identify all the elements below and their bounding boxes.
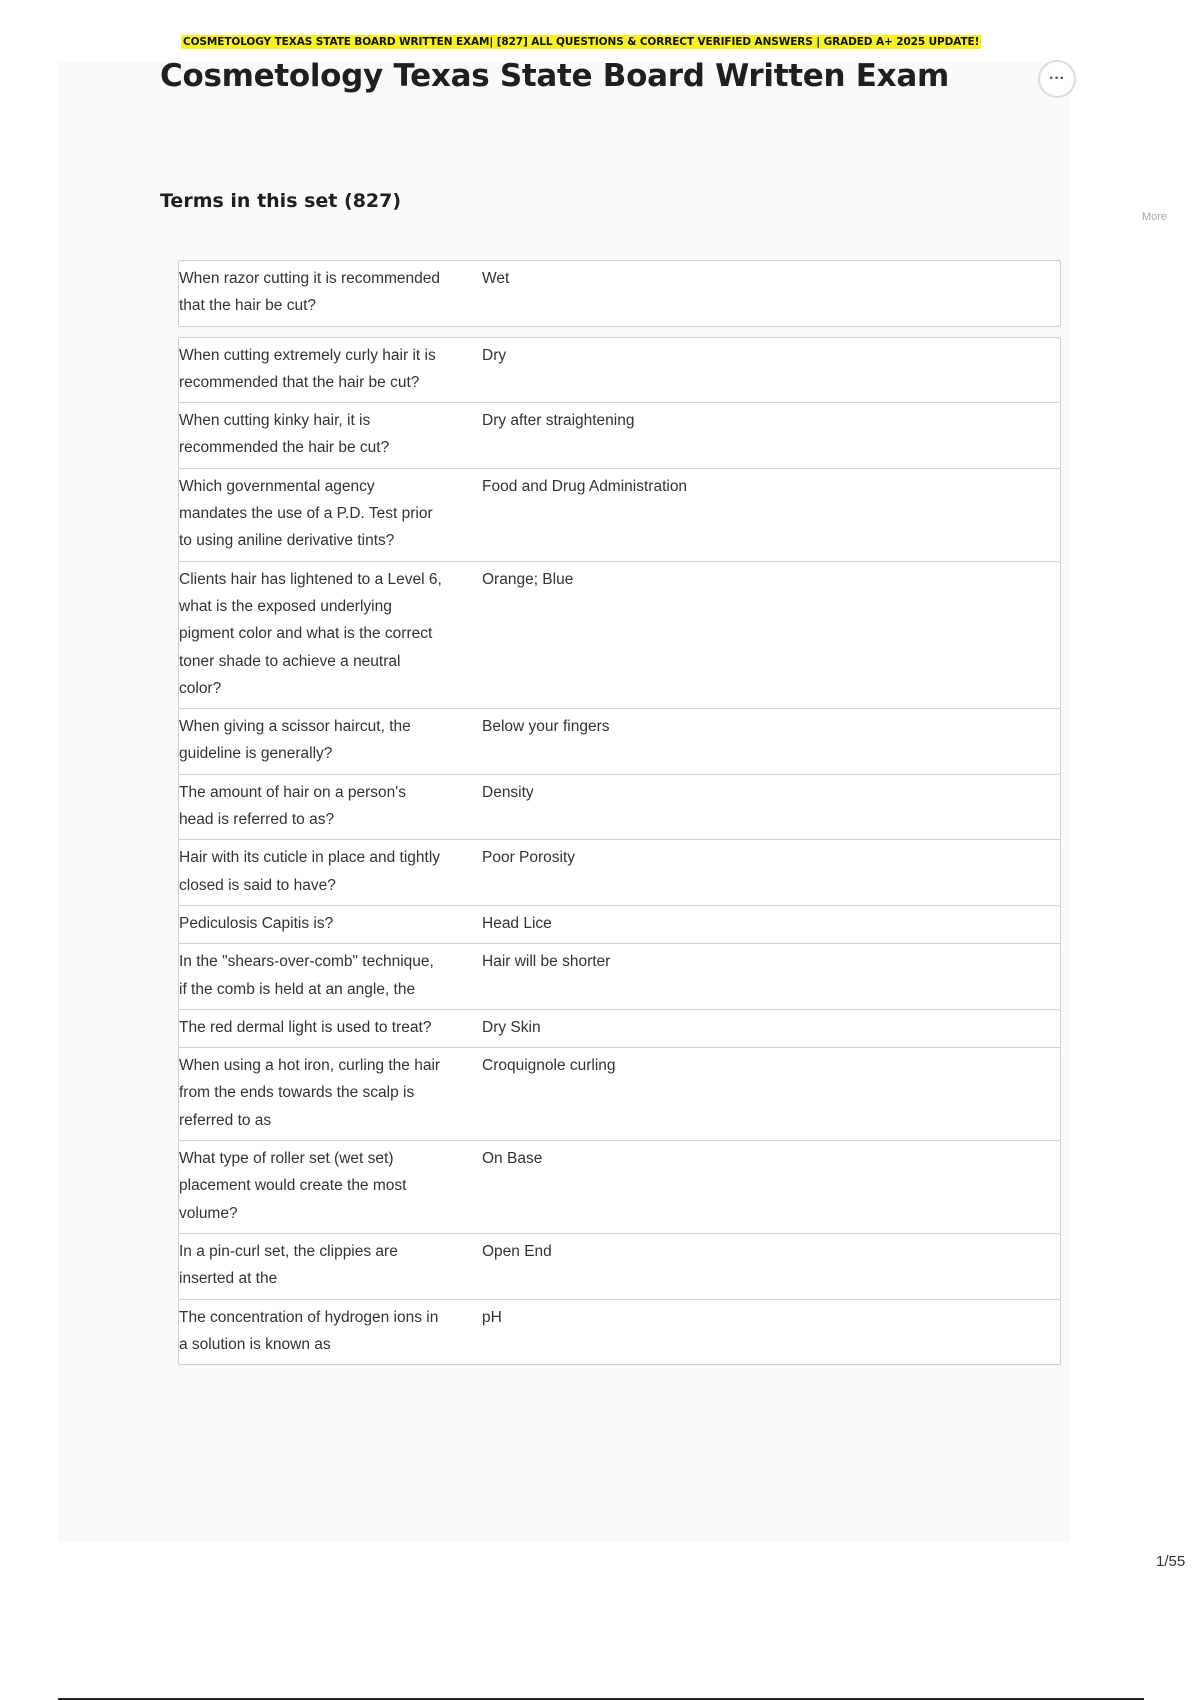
flashcard-row[interactable] <box>178 468 1061 562</box>
flashcard-row[interactable] <box>178 1047 1061 1141</box>
terms-heading: Terms in this set (827) <box>160 190 402 212</box>
term-text: Hair with its cuticle in place and tightly closed is said to have? <box>179 849 441 894</box>
term-text: When cutting kinky hair, it is recommended the hair be cut? <box>179 412 390 457</box>
term-text: The amount of hair on a person's head is referred to as? <box>179 783 406 829</box>
footer-divider <box>58 1698 1144 1700</box>
definition-text: Orange; Blue <box>482 570 574 588</box>
term-text: Which governmental agency mandates the use of a P.D. Test prior to using aniline derivative tints? <box>179 477 433 550</box>
definition-text: Density <box>482 783 534 801</box>
flashcard-row[interactable] <box>178 1140 1061 1234</box>
ellipsis-icon: ··· <box>1049 70 1065 87</box>
definition-text: Dry Skin <box>482 1018 541 1036</box>
more-options-button[interactable] <box>1038 60 1076 98</box>
flashcard-row[interactable] <box>178 337 1061 404</box>
flashcard-row[interactable] <box>178 260 1061 327</box>
term-text: The concentration of hydrogen ions in a solution is known as <box>179 1308 439 1353</box>
definition-text: Open End <box>482 1242 552 1260</box>
flashcard-row[interactable] <box>178 905 1061 944</box>
flashcard-row[interactable] <box>178 943 1061 1010</box>
definition-text: Dry <box>482 346 507 364</box>
definition-text: Below your fingers <box>482 718 610 736</box>
definition-text: Food and Drug Administration <box>482 477 688 495</box>
flashcard-row[interactable] <box>178 708 1061 775</box>
definition-text: Head Lice <box>482 914 552 932</box>
definition-text: Dry after straightening <box>482 412 635 430</box>
term-text: When giving a scissor haircut, the guideline is generally? <box>179 718 411 763</box>
definition-text: pH <box>482 1308 502 1326</box>
flashcard-list <box>178 261 1061 1365</box>
flashcard-row[interactable] <box>178 774 1061 841</box>
flashcard-row[interactable] <box>178 1233 1061 1300</box>
definition-text: Hair will be shorter <box>482 953 611 971</box>
flashcard-row[interactable] <box>178 561 1061 709</box>
page-number: 1/55 <box>1156 1553 1186 1570</box>
flashcard-row[interactable] <box>178 839 1061 906</box>
term-text: When using a hot iron, curling the hair from the ends towards the scalp is referred to as <box>179 1057 441 1129</box>
definition-text: Wet <box>482 270 510 287</box>
page-title: Cosmetology Texas State Board Written Exam <box>160 58 949 94</box>
definition-text: Poor Porosity <box>482 849 576 867</box>
flashcard-row[interactable] <box>178 1009 1061 1048</box>
term-text: When cutting extremely curly hair it is recommended that the hair be cut? <box>179 346 436 391</box>
document-banner: COSMETOLOGY TEXAS STATE BOARD WRITTEN EXAM| [827] ALL QUESTIONS & CORRECT VERIFIED ANSWERS | GRADED A+ 2025 UPDATE! <box>183 36 980 48</box>
term-text: Clients hair has lightened to a Level 6, what is the exposed underlying pigment color and what is the correct toner shade to achieve a neutral color? <box>179 570 442 697</box>
flashcard-row[interactable] <box>178 1299 1061 1366</box>
term-text: What type of roller set (wet set) placement would create the most volume? <box>179 1150 407 1222</box>
term-text: In the "shears-over-comb" technique, if the comb is held at an angle, the <box>179 953 434 998</box>
definition-text: On Base <box>482 1150 543 1168</box>
definition-text: Croquignole curling <box>482 1057 616 1075</box>
term-text: When razor cutting it is recommended that the hair be cut? <box>179 270 441 315</box>
term-text: In a pin-curl set, the clippies are inserted at the <box>179 1242 398 1288</box>
more-label[interactable]: More <box>1142 211 1168 223</box>
flashcard-row[interactable] <box>178 402 1061 469</box>
term-text: The red dermal light is used to treat? <box>179 1018 432 1036</box>
term-text: Pediculosis Capitis is? <box>179 914 334 932</box>
